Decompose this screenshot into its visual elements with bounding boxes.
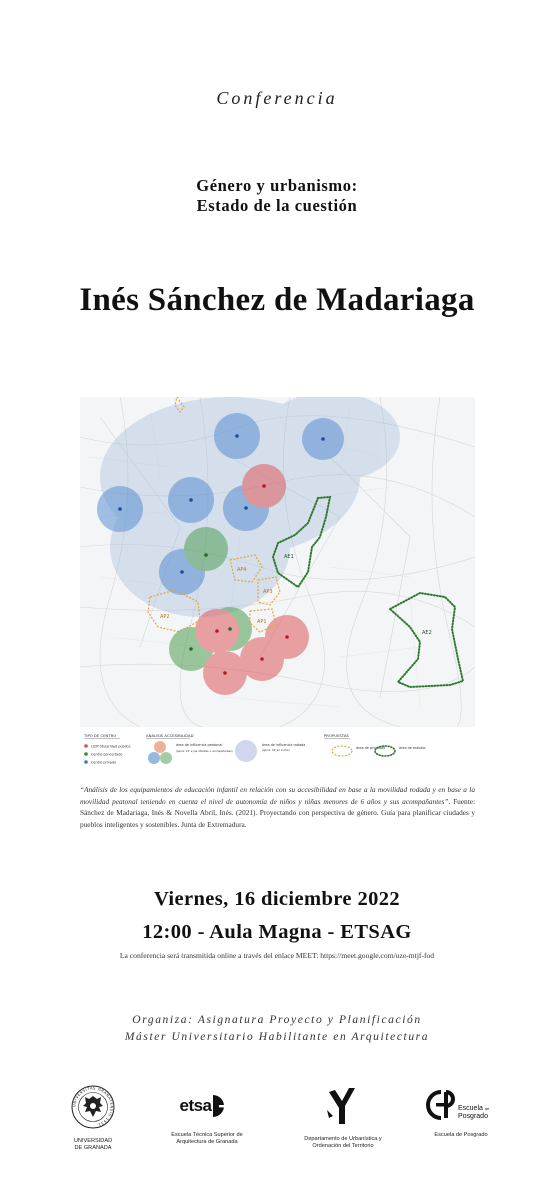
ugr-seal-text: UNIVERSITAS GRANATENSIS 1531 [72,1086,114,1127]
legend-tipo-title: TIPO DE CENTRO [84,733,117,738]
legend-influencia-note: (aprox. 10' a pie infantes + acompañantes) [176,750,233,753]
legend-concertado-dot [84,752,88,756]
legend-propuestas-title: PROPUESTAS [324,733,349,738]
dept-caption-2: Ordenación del Territorio [312,1143,374,1149]
legend-rodada-swatch [235,740,257,762]
legend-rodada-note: (aprox. 10' en coche) [262,749,290,752]
public-dot [262,484,266,488]
map-legend [80,727,475,777]
etsa-caption-2: Arquitectura de Granada [176,1139,238,1145]
ugr-caption-1: UNIVERSIDAD [73,1138,113,1144]
event-time-place: 12:00 - Aula Magna - ETSAG [142,921,412,943]
legend-influencia-label: área de influencia peatonal [176,743,223,747]
legend-influence-swatch [160,752,172,764]
privado-dot [189,498,193,502]
dept-caption-1: Departamento de Urbanística y [304,1136,382,1142]
posgrado-caption: Escuela de Posgrado [434,1132,488,1138]
legend-influence-swatch [154,741,166,753]
ugr-logo [62,1084,124,1152]
legend-tipo-public: CEIP titularidad pública [91,744,131,749]
etsa-half-circle-icon [209,1093,235,1119]
legend-privado-dot [84,760,88,764]
organizer-line-1: Organiza: Asignatura Proyecto y Planificación [132,1014,422,1026]
label-ap5: AP1 [257,619,267,625]
label-ae1: AE1 [284,554,294,560]
legend-tipo-privado: Centro privado [91,760,117,765]
legend-influence-swatch [148,752,160,764]
public-dot [215,629,219,633]
figure-caption [80,784,475,830]
legend-analisis-title: ANÁLISIS ACCESIBILIDAD [146,733,194,738]
caption-quote: “Análisis de los equipamientos de educación infantil en relación con su accesibilidad en base a la movilidad rodada y en base a la movilidad peatonal teniendo en cuenta el nivel de autonomía de niños y niñas menores de 6 años y sus acompañantes” [80,785,475,806]
dept-y-mark-icon [323,1084,363,1128]
dept-logo [288,1084,398,1150]
privado-dot [244,506,248,510]
legend-rodada-label: área de influencia rodada [262,743,306,747]
subtitle-line-2: Estado de la cuestión [196,196,358,215]
accessibility-map [80,397,475,727]
ugr-caption-2: DE GRANADA [74,1145,112,1151]
privado-dot [180,570,184,574]
posgrado-ep-icon [426,1088,460,1122]
concertado-dot [189,647,193,651]
stream-note: La conferencia será transmitida online a través del enlace MEET: https://meet.google.com/uze-mtjf-fod [119,951,435,960]
posgrado-mark-de: de [484,1106,490,1111]
etsa-mark: etsa [179,1096,212,1115]
etsa-logo [162,1084,252,1146]
posgrado-mark-line-1 [458,1105,489,1113]
concertado-dot [204,553,208,557]
label-ae2: AE2 [422,630,432,636]
privado-dot [118,507,122,511]
posgrado-mark-escuela: Escuela [458,1105,483,1112]
public-dot [260,657,264,661]
public-dot [223,671,227,675]
concertado-influence [184,527,228,571]
caption-source: . Fuente: Sánchez de Madariaga, Inés & Novella Abril, Inés. (2021). Proyectando con perspectiva de género. Guía para planificar ciudades y pueblos inteligentes y sostenibles. Junta de Extremadura. [80,796,475,829]
label-ap2: AP2 [160,614,170,620]
event-date: Viernes, 16 diciembre 2022 [153,888,401,910]
label-ap4: AP4 [237,567,247,573]
ugr-seal-icon [70,1084,116,1130]
privado-dot [235,434,239,438]
privado-dot [321,437,325,441]
posgrado-logo [420,1084,502,1139]
posgrado-mark-posgrado: Posgrado [458,1113,488,1120]
legend-public-dot [84,744,88,748]
event-type: Conferencia [216,88,338,108]
legend-tipo-concertado: Centro concertado [91,752,123,757]
legend-estudio-label: área de estudio [399,746,426,750]
speaker-name: Inés Sánchez de Madariaga [79,282,475,318]
subtitle-line-1: Género y urbanismo: [196,176,358,195]
organizer-line-2: Máster Universitario Habilitante en Arquitectura [124,1031,430,1043]
legend-prioridad-label: área de prioridad [356,746,386,750]
label-ap3: AP3 [263,589,273,595]
etsa-caption-1: Escuela Técnica Superior de [171,1132,243,1138]
public-dot [285,635,289,639]
concertado-dot [228,627,232,631]
